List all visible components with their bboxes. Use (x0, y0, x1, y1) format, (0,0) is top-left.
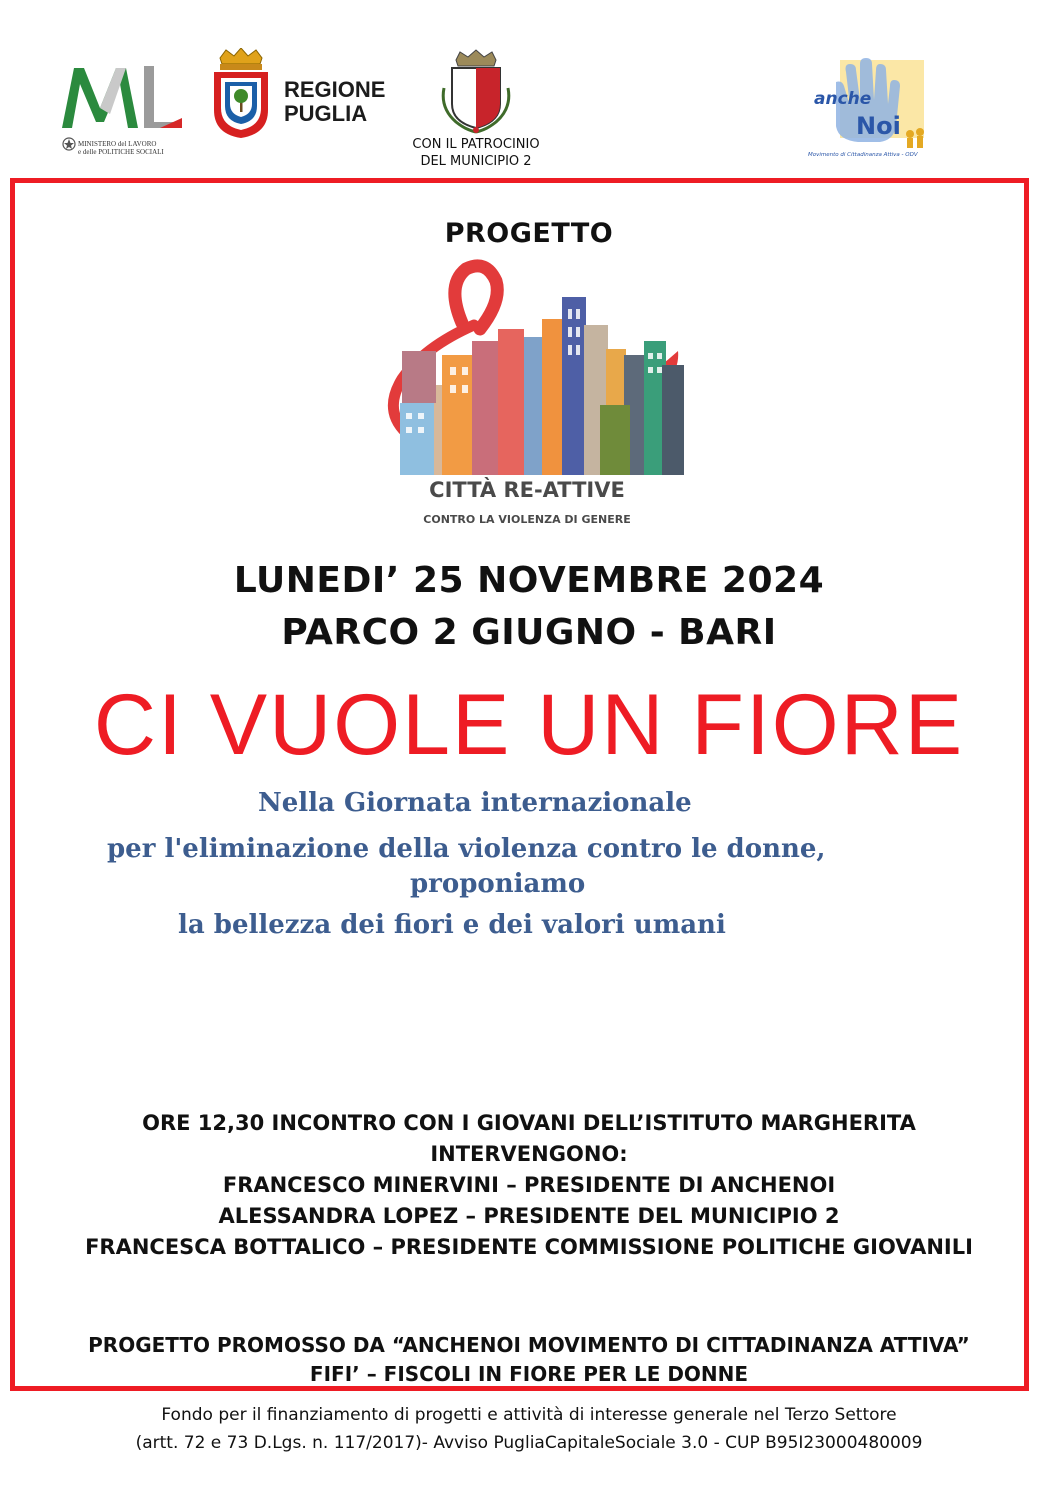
citta-reattive-logo (362, 255, 692, 535)
anchenoi-logo-word-2: Noi (856, 112, 901, 140)
ministry-ml-logo (60, 62, 185, 132)
ministry-logo (60, 62, 185, 162)
municipio-crest-icon (438, 48, 514, 134)
municipio-logo (396, 44, 556, 174)
event-place: PARCO 2 GIUGNO - BARI (281, 612, 777, 653)
region-line-1: REGIONE (284, 77, 386, 102)
anchenoi-hand-logo (806, 56, 946, 160)
event-date: LUNEDI’ 25 NOVEMBRE 2024 (233, 560, 825, 601)
citta-logo-title: CITTÀ RE-ATTIVE (429, 478, 625, 502)
footer-line-2: (artt. 72 e 73 D.Lgs. n. 117/2017)- Avviso PugliaCapitaleSociale 3.0 - CUP B95I23000480009 (135, 1433, 923, 1453)
anchenoi-logo (806, 56, 946, 160)
ministry-caption-line-2: e delle POLITICHE SOCIALI (78, 148, 164, 156)
regione-puglia-crest-icon (210, 48, 272, 140)
program-line-2: INTERVENGONO: (430, 1142, 628, 1166)
municipio-line-2: DEL MUNICIPIO 2 (420, 154, 532, 169)
lead-line-4: la bellezza dei fiori e dei valori umani (178, 910, 726, 940)
footer-line-1: Fondo per il finanziamento di progetti e attività di interesse generale nel Terzo Settore (161, 1405, 897, 1425)
program-line-1: ORE 12,30 INCONTRO CON I GIOVANI DELL’ISTITUTO MARGHERITA (142, 1111, 916, 1135)
region-line-2: PUGLIA (284, 101, 368, 126)
program-line-5: FRANCESCA BOTTALICO – PRESIDENTE COMMISSIONE POLITICHE GIOVANILI (85, 1235, 973, 1259)
citta-reattive-buildings-illustration (362, 255, 692, 535)
ministry-caption (78, 140, 188, 156)
italian-emblem-icon (62, 136, 76, 152)
municipio-patronage-text (396, 136, 556, 170)
citta-logo-subtitle: CONTRO LA VIOLENZA DI GENERE (423, 513, 631, 526)
regione-puglia-text (284, 78, 385, 126)
ministry-caption-line-1: MINISTERO del LAVORO (78, 140, 157, 148)
lead-line-1: Nella Giornata internazionale (258, 788, 692, 818)
promoter-line-1: PROGETTO PROMOSSO DA “ANCHENOI MOVIMENTO DI CITTADINANZA ATTIVA” (88, 1333, 970, 1357)
program-line-3: FRANCESCO MINERVINI – PRESIDENTE DI ANCHENOI (222, 1173, 836, 1197)
anchenoi-tagline: Movimento di Cittadinanza Attiva - ODV (808, 152, 918, 158)
anchenoi-logo-word-1: anche (814, 89, 872, 109)
lead-line-2: per l'eliminazione della violenza contro le donne, (107, 834, 826, 864)
project-label: PROGETTO (444, 218, 614, 249)
municipio-line-1: CON IL PATROCINIO (412, 137, 540, 152)
event-headline: CI VUOLE UN FIORE (93, 677, 965, 773)
program-line-4: ALESSANDRA LOPEZ – PRESIDENTE DEL MUNICIPIO 2 (218, 1204, 840, 1228)
lead-line-3: proponiamo (410, 869, 586, 899)
regione-puglia-logo (208, 48, 388, 148)
promoter-line-2: FIFI’ – FISCOLI IN FIORE PER LE DONNE (309, 1362, 749, 1386)
